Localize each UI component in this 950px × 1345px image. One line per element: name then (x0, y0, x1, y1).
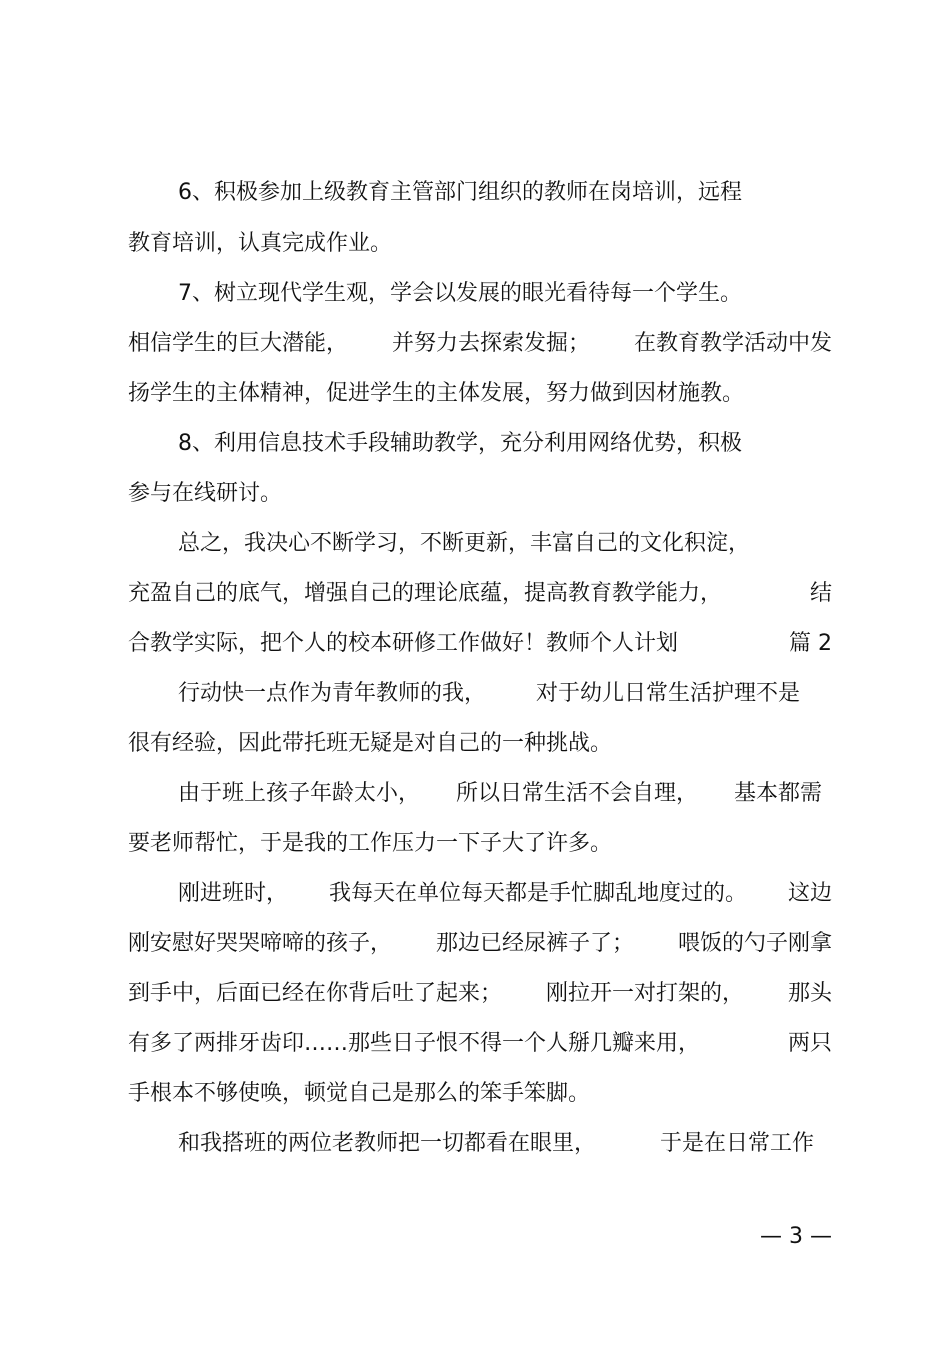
text-segment: 刚安慰好哭哭啼啼的孩子， (128, 931, 393, 956)
text-segment: 对于幼儿日常生活护理不是 (535, 681, 800, 706)
text-segment: 手根本不够使唤，顿觉自己是那么的笨手笨脚。 (128, 1081, 591, 1106)
text-line (128, 576, 832, 612)
text-segment: 行动快一点作为青年教师的我， (178, 681, 487, 706)
text-line (178, 876, 832, 912)
text-line (178, 676, 800, 712)
text-segment: 有多了两排牙齿印……那些日子恨不得一个人掰几瓣来用， (128, 1031, 701, 1056)
text-segment: 和我搭班的两位老教师把一切都看在眼里， (178, 1131, 597, 1156)
text-segment: 喂饭的勺子刚拿 (677, 931, 832, 956)
text-line (128, 926, 832, 962)
text-segment: 教育培训，认真完成作业。 (128, 231, 393, 256)
text-line (128, 726, 832, 762)
text-segment: 充盈自己的底气，增强自己的理论底蕴，提高教育教学能力， (128, 581, 723, 606)
text-segment: 6、积极参加上级教育主管部门组织的教师在岗培训，远程 (178, 180, 742, 205)
text-line (128, 226, 832, 262)
text-segment: 这边 (787, 881, 832, 906)
text-segment: 那头 (787, 981, 832, 1006)
text-line (178, 776, 822, 812)
text-segment: 我每天在单位每天都是手忙脚乱地度过的。 (328, 881, 747, 906)
text-line (128, 1076, 832, 1112)
text-line (128, 326, 832, 362)
text-segment: 基本都需 (733, 781, 822, 806)
text-segment: 7、树立现代学生观，学会以发展的眼光看待每一个学生。 (178, 281, 742, 306)
text-segment: 总之，我决心不断学习，不断更新，丰富自己的文化积淀， (178, 531, 751, 556)
text-line (128, 626, 832, 662)
text-segment: 所以日常生活不会自理， (455, 781, 698, 806)
text-line (128, 476, 832, 512)
section-label: 篇 2 (789, 631, 832, 656)
text-segment: 相信学生的巨大潜能， (128, 331, 349, 356)
text-segment: 参与在线研讨。 (128, 481, 283, 506)
text-segment: 刚进班时， (178, 881, 289, 906)
text-line (128, 376, 832, 412)
text-line (128, 826, 832, 862)
text-line (178, 526, 832, 562)
text-line (178, 1126, 814, 1162)
text-segment: 扬学生的主体精神，促进学生的主体发展，努力做到因材施教。 (128, 381, 745, 406)
text-segment: 于是在日常工作 (659, 1131, 814, 1156)
text-segment: 两只 (787, 1031, 832, 1056)
text-segment: 由于班上孩子年龄太小， (178, 781, 421, 806)
text-segment: 结 (809, 581, 832, 606)
text-line (178, 276, 832, 312)
text-line (128, 976, 832, 1012)
page-number: — 3 — (760, 1224, 832, 1249)
text-segment: 很有经验，因此带托班无疑是对自己的一种挑战。 (128, 731, 613, 756)
text-segment: 要老师帮忙，于是我的工作压力一下子大了许多。 (128, 831, 613, 856)
text-segment: 在教育教学活动中发 (633, 331, 832, 356)
text-line (178, 426, 832, 462)
text-segment: 刚拉开一对打架的， (545, 981, 744, 1006)
text-segment: 那边已经尿裤子了； (435, 931, 634, 956)
text-segment: 8、利用信息技术手段辅助教学，充分利用网络优势，积极 (178, 431, 742, 456)
text-segment: 到手中，后面已经在你背后吐了起来； (128, 981, 503, 1006)
text-segment: 并努力去探索发掘； (391, 331, 590, 356)
text-line (128, 1026, 832, 1062)
text-line (178, 175, 832, 211)
text-segment: 合教学实际，把个人的校本研修工作做好！教师个人计划 (128, 631, 679, 656)
